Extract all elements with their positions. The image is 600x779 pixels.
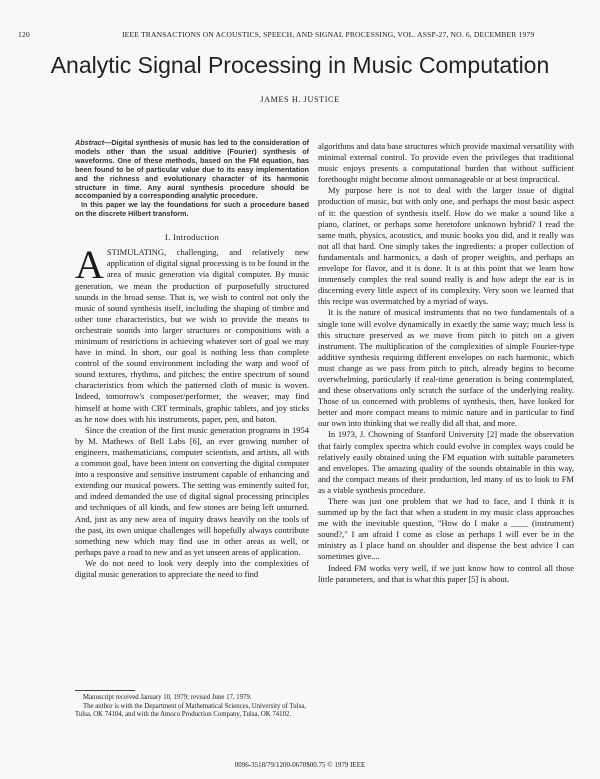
author-name: JAMES H. JUSTICE (260, 95, 340, 104)
footnote (75, 694, 309, 720)
right-paragraph-5: There was just one problem that we had to face, and I think it is summed up by the fact that when a student in my music class approaches me with the inevitable question, "How do I make a ____ (instrument) sound?," I am afraid I come as close as perhaps I will ever be in the ministry as I place hand on shoulder and dispense the best advice I can sometimes give.... (318, 496, 574, 562)
paper-title: Analytic Signal Processing in Music Computation (50, 52, 550, 78)
intro-paragraph-1 (75, 242, 309, 425)
right-paragraph-1: algorithms and data base structures which provide maximal versatility with minimal external control. To provide even the privileges that traditional music enjoys presents a computational burden that without sufficient forethought might become almost unmanageable or at best impractical. (318, 141, 574, 185)
intro-paragraph-3: We do not need to look very deeply into the complexities of digital music generation to appreciate the need to find (75, 557, 309, 579)
abstract-paragraph-1: —Digital synthesis of music has led to the consideration of models other than the usual additive (Fourier) synthesis of waveforms. One of these methods, based on the FM equation, has been found to be of particular value due to its easy implementation and the richness and evolutionary character of its harmonic structure in time. Any aural synthesis procedure should be accompanied by a corresponding analytic procedure. (75, 138, 309, 201)
abstract-paragraph-2: In this paper we lay the foundations for such a procedure based on the discrete Hilbert transform. (75, 200, 309, 219)
footnote-affiliation: The author is with the Department of Mathematical Sciences, University of Tulsa, Tulsa, OK 74104, and with the Amoco Production Company, Tulsa, OK 74102. (75, 702, 306, 718)
intro-paragraph-1-text: STIMULATING, challenging, and relatively new application of digital signal processing is to be found in the area of music generation via digital computer. By music generation, we mean the production of purposefully structured sounds in the broad sense. That is, we wish to control not only the music of sound synthesis itself, including the shaping of timbre and other tone characteristics, but we wish to provide the means to orchestrate sounds into larger structures or compositions with a minimum of restrictions in achieving whatever sort of goal we may have in mind. In short, our goal is nothing less than complete control of the sound environment including the warp and woof of sound textures, rhythms, and pitches; the entire spectrum of sound characteristics from which the patterned cloth of music is woven. Indeed, tomorrow's composer/performer, the weaver, may find himself at home with CRT terminals, graphic tablets, and joy sticks as he now does with his instruments, paper, pen, and baton. (75, 247, 309, 424)
footnote-received: Manuscript received January 10, 1979; revised June 17, 1979. (83, 694, 252, 701)
copyright-line: 0096-3518/79/1200-0670$00.75 © 1979 IEEE (234, 761, 366, 769)
right-paragraph-6: Indeed FM works very well, if we just know how to control all those little parameters, and that is what this paper [5] is about. (318, 562, 574, 584)
running-header (18, 30, 586, 42)
drop-cap: A (75, 242, 104, 288)
right-paragraph-4: In 1973, J. Chowning of Stanford University [2] made the observation that fairly complex spectra which could evolve in complex ways could be relatively easily obtained using the FM equation with suitable parameters and envelopes. The amazing quality of the sounds obtainable in this way, and the compact means of their production, led many of us to look to FM as a viable synthesis procedure. (318, 429, 574, 495)
right-paragraph-2: My purpose here is not to deal with the larger issue of digital production of music, but with only one, and perhaps the most basic aspect of it: the question of synthesis itself. How do we make a sound like a piano, clarinet, or perhaps some heretofore unknown hybrid? I read the same math, physics, acoustics, and music books you did, and it really was not all that hard. One simply takes the ingredients: a proper collection of fundamentals and harmonics, a dash of proper weights, and perhaps an envelope for flavor, and it is done. It is at this point that we learn how immensely complex the real sound really is and how adept the ear is in discerning every little aspect of its complexity. Very soon we learned that this recipe was overmatched by a myriad of ways. (318, 185, 574, 307)
intro-paragraph-2: Since the creation of the first music generation programs in 1954 by M. Mathews of Bell Labs [6], an ever growing number of engineers, mathematicians, computer scientists, and artists, all with a common goal, have been intent on converting the digital computer into a responsive and sensitive instrument capable of enhancing and extending our musical powers. The setting was eminently suited for, and indeed demanded the use of digital signal processing principles and techniques of all kinds, and few stones are being left unturned. And, just as any new area of inquiry draws heavily on the tools of the past, its own unique challenges will hopefully always contribute something new which may find use in other areas as well, or perhaps pave a road to new and as yet unseen areas of application. (75, 424, 309, 557)
abstract-label: Abstract (75, 138, 105, 147)
running-head: IEEE TRANSACTIONS ON ACOUSTICS, SPEECH, AND SIGNAL PROCESSING, VOL. ASSP-27, NO. 6, DECEMBER 1979 (122, 30, 535, 39)
page-number: 120 (18, 30, 30, 39)
right-column (318, 141, 574, 585)
footnote-rule (75, 690, 135, 691)
left-column (75, 139, 309, 580)
abstract (75, 139, 309, 219)
right-paragraph-3: It is the nature of musical instruments that no two fundamentals of a single tone will evolve dynamically in exactly the same way; much less is this structure preserved as we move from pitch to pitch on a given instrument. The multiplication of the complexities of simple Fourier-type additive synthesis requiring different envelopes on each harmonic, which must change as we pass from pitch to pitch, already begins to become overwhelming, particularly if real-time generation is being contemplated, and these observations only scratch the surface of the underlying reality. Those of us concerned with problems of synthesis, then, have looked for better and more compact means to mimic nature and in particular to find our own into thinking that we really did all that, and more. (318, 307, 574, 429)
section-heading: I. Introduction (164, 232, 220, 243)
